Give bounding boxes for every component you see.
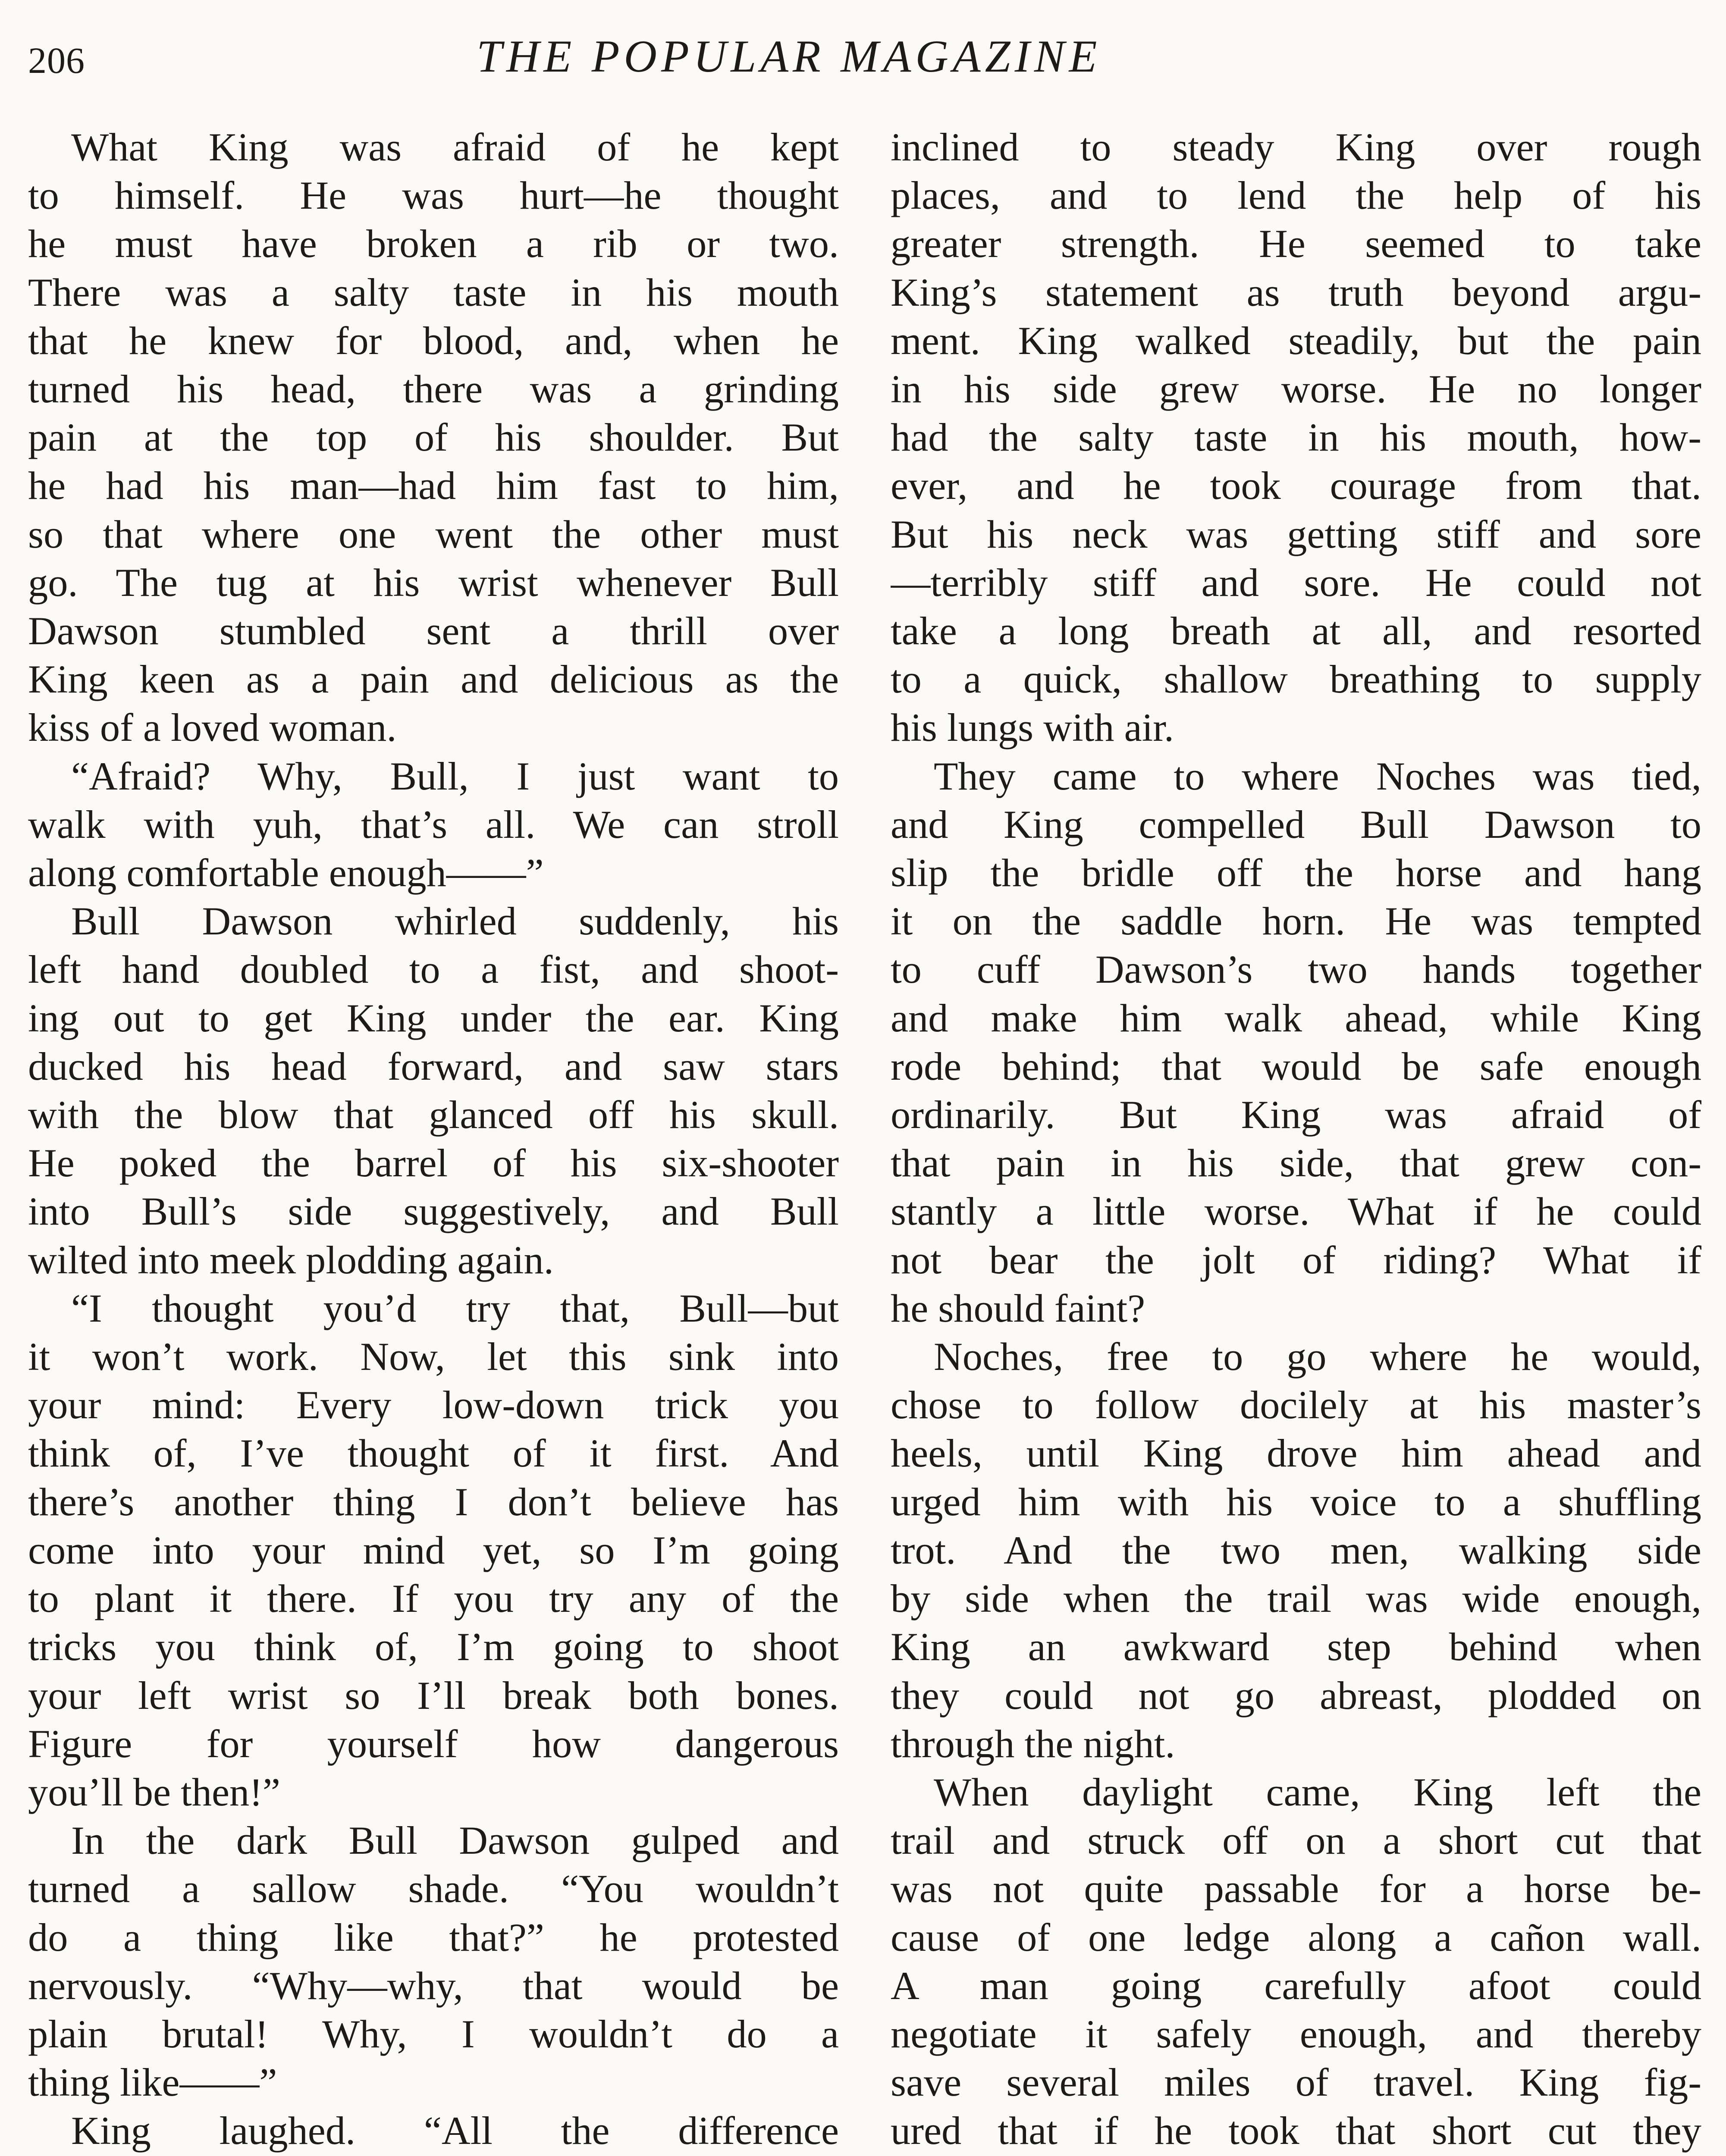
text-line: walk with yuh, that’s all. We can stroll [28,802,839,846]
text-line: trot. And the two men, walking side [891,1528,1701,1572]
text-line: your mind: Every low-down trick you [28,1383,839,1427]
text-line: There was a salty taste in his mouth [28,270,839,314]
text-line: trail and struck off on a short cut that [891,1818,1701,1863]
text-line: ment. King walked steadily, but the pain [891,318,1701,363]
text-line: Dawson stumbled sent a thrill over [28,609,839,653]
text-line: places, and to lend the help of his [891,173,1701,218]
text-line: Figure for yourself how dangerous [28,1721,839,1766]
text-line: come into your mind yet, so I’m going [28,1528,839,1572]
text-line: rode behind; that would be safe enough [891,1044,1701,1088]
text-line: do a thing like that?” he protested [28,1915,839,1959]
text-line: ordinarily. But King was afraid of [891,1093,1701,1137]
text-line: not bear the jolt of riding? What if [891,1238,1701,1282]
text-line: King laughed. “All the difference [71,2109,839,2153]
text-line: he should faint? [891,1286,1145,1330]
text-line: his lungs with air. [891,705,1174,750]
text-line: A man going carefully afoot could [891,1963,1701,2008]
text-line: turned his head, there was a grinding [28,367,839,411]
text-line: ever, and he took courage from that. [891,464,1701,508]
text-line: they could not go abreast, plodded on [891,1673,1701,1717]
text-line: urged him with his voice to a shuffling [891,1479,1701,1524]
text-line: negotiate it safely enough, and thereby [891,2012,1701,2056]
text-line: cause of one ledge along a cañon wall. [891,1915,1701,1959]
text-line: he must have broken a rib or two. [28,222,839,266]
text-line: ing out to get King under the ear. King [28,996,839,1040]
text-line: through the night. [891,1721,1175,1766]
text-line: Bull Dawson whirled suddenly, his [71,899,839,943]
text-line: save several miles of travel. King fig- [891,2060,1701,2105]
text-line: ducked his head forward, and saw stars [28,1044,839,1088]
text-line: and make him walk ahead, while King [891,996,1701,1040]
right-text-column [891,123,1701,2156]
text-line: heels, until King drove him ahead and [891,1431,1701,1476]
text-line: had the salty taste in his mouth, how- [891,415,1701,460]
text-line: your left wrist so I’ll break both bones. [28,1673,839,1717]
text-line: take a long breath at all, and resorted [891,609,1701,653]
text-line: to cuff Dawson’s two hands together [891,947,1701,992]
text-line: plain brutal! Why, I wouldn’t do a [28,2012,839,2056]
text-line: kiss of a loved woman. [28,705,397,750]
text-line: —terribly stiff and sore. He could not [891,560,1701,605]
text-line: Noches, free to go where he would, [934,1335,1701,1379]
text-line: with the blow that glanced off his skull. [28,1093,839,1137]
text-line: inclined to steady King over rough [891,125,1701,169]
text-line: so that where one went the other must [28,512,839,556]
text-line: nervously. “Why—why, that would be [28,1963,839,2008]
text-line: ured that if he took that short cut they [891,2109,1701,2153]
text-line: wilted into meek plodding again. [28,1238,554,1282]
text-line: “I thought you’d try that, Bull—but [71,1286,839,1330]
text-line: But his neck was getting stiff and sore [891,512,1701,556]
text-line: that pain in his side, that grew con- [891,1141,1701,1185]
text-line: it won’t work. Now, let this sink into [28,1335,839,1379]
page-number: 206 [28,40,85,81]
text-line: King an awkward step behind when [891,1625,1701,1669]
text-line: turned a sallow shade. “You wouldn’t [28,1867,839,1911]
text-line: pain at the top of his shoulder. But [28,415,839,460]
running-head-title: THE POPULAR MAGAZINE [477,31,1102,81]
text-line: and King compelled Bull Dawson to [891,802,1701,846]
text-line: What King was afraid of he kept [71,125,839,169]
text-line: by side when the trail was wide enough, [891,1576,1701,1621]
text-line: was not quite passable for a horse be- [891,1867,1701,1911]
text-line: to plant it there. If you try any of the [28,1576,839,1621]
text-line: he had his man—had him fast to him, [28,464,839,508]
text-line: He poked the barrel of his six-shooter [28,1141,839,1185]
text-line: that he knew for blood, and, when he [28,318,839,363]
text-line: in his side grew worse. He no longer [891,367,1701,411]
text-line: thing like——” [28,2060,277,2105]
text-line: to a quick, shallow breathing to supply [891,657,1701,702]
text-line: left hand doubled to a fist, and shoot- [28,947,839,992]
text-line: “Afraid? Why, Bull, I just want to [71,754,839,798]
text-line: tricks you think of, I’m going to shoot [28,1625,839,1669]
text-line: think of, I’ve thought of it first. And [28,1431,839,1476]
text-line: it on the saddle horn. He was tempted [891,899,1701,943]
text-line: When daylight came, King left the [934,1770,1701,1814]
text-line: greater strength. He seemed to take [891,222,1701,266]
page-header [28,30,1709,103]
text-line: In the dark Bull Dawson gulped and [71,1818,839,1863]
text-line: into Bull’s side suggestively, and Bull [28,1189,839,1234]
text-line: They came to where Noches was tied, [934,754,1701,798]
text-line: King keen as a pain and delicious as the [28,657,839,702]
left-text-column [28,123,839,2156]
text-line: along comfortable enough——” [28,851,544,895]
text-line: you’ll be then!” [28,1770,280,1814]
text-line: go. The tug at his wrist whenever Bull [28,560,839,605]
text-line: chose to follow docilely at his master’s [891,1383,1701,1427]
text-line: to himself. He was hurt—he thought [28,173,839,218]
text-line: stantly a little worse. What if he could [891,1189,1701,1234]
text-line: there’s another thing I don’t believe has [28,1479,839,1524]
text-line: King’s statement as truth beyond argu- [891,270,1701,314]
text-line: slip the bridle off the horse and hang [891,851,1701,895]
